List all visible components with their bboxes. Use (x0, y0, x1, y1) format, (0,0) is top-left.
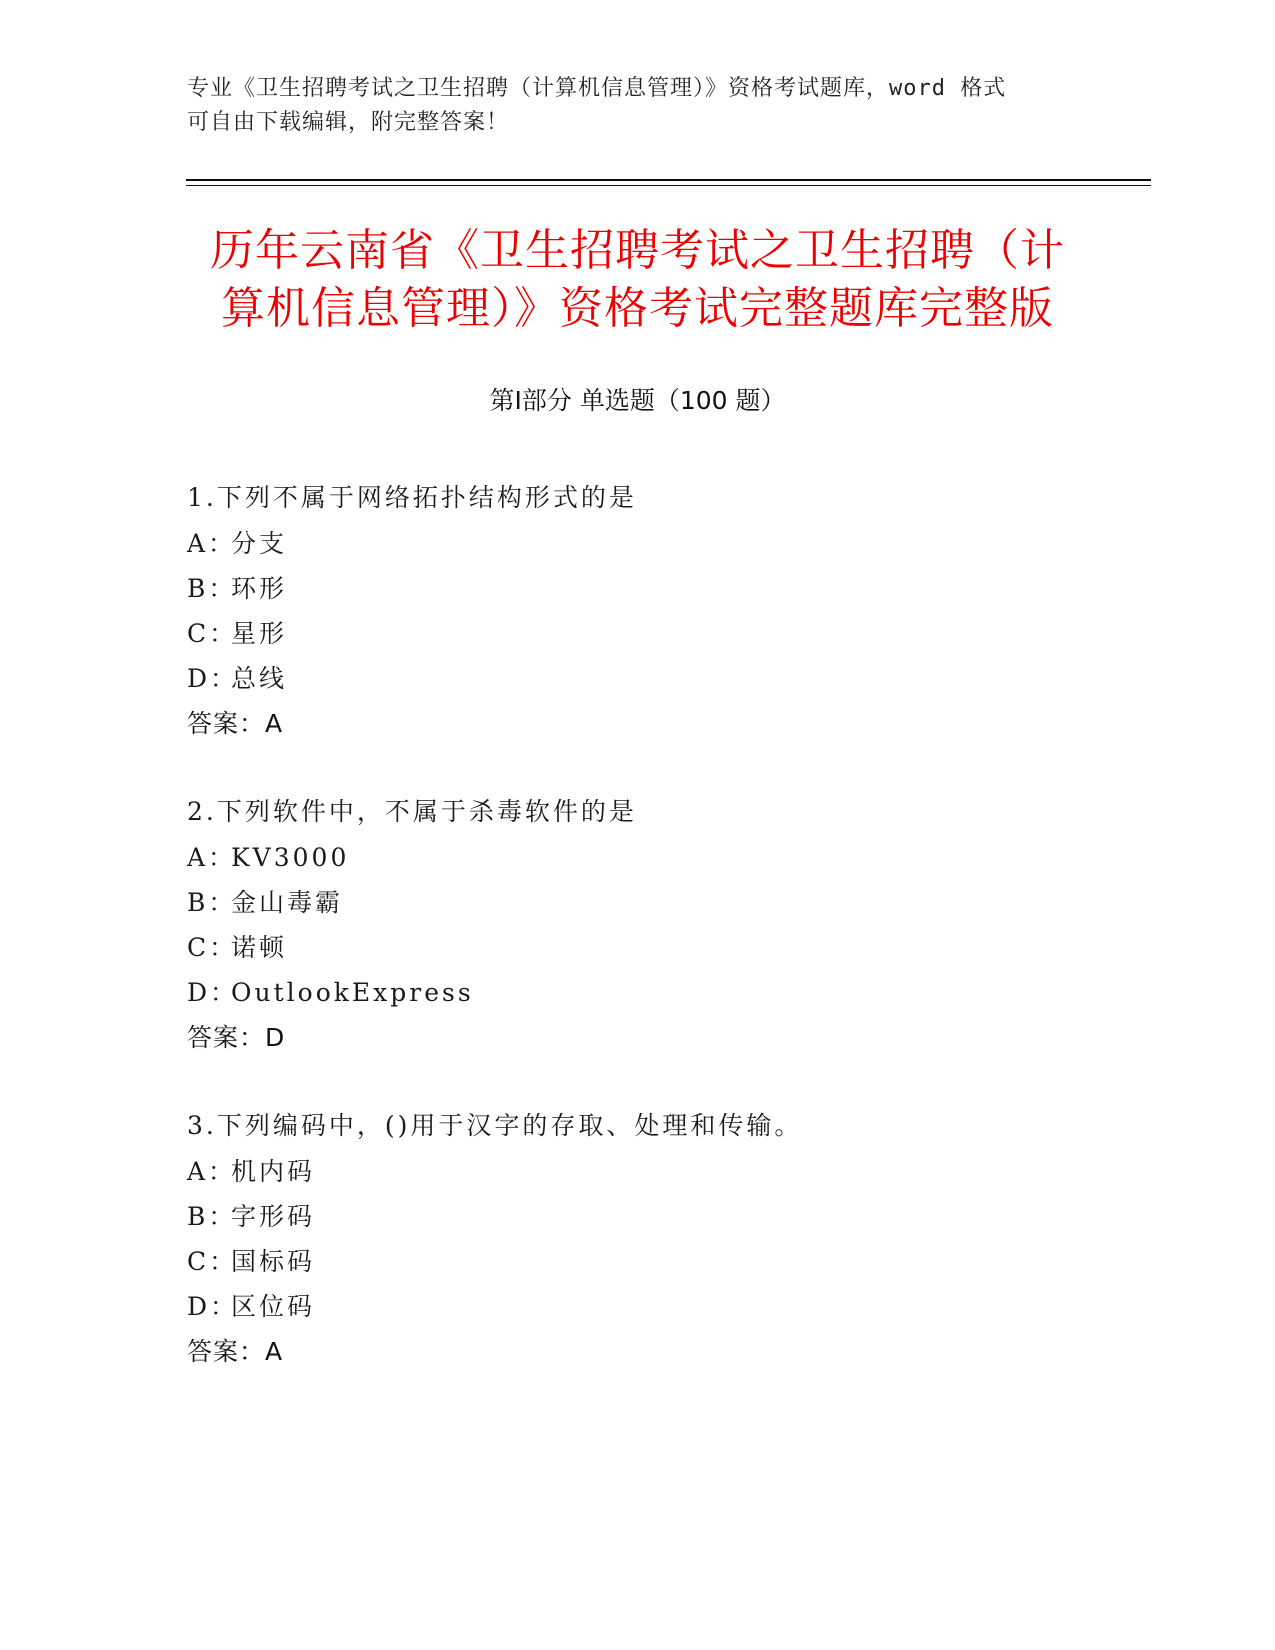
option-key: A： (187, 529, 237, 558)
option-text: 金山毒霸 (231, 888, 344, 917)
header-note-line-2: 可自由下载编辑，附完整答案！ (187, 110, 510, 135)
option-key: A： (187, 843, 237, 872)
option-d (187, 970, 1087, 1015)
document-title-line-1: 历年云南省《卫生招聘考试之卫生招聘（计 (210, 225, 1065, 276)
option-key: B： (187, 574, 237, 603)
option-d (187, 656, 1087, 701)
answer: 答案：A (187, 1337, 284, 1366)
section-heading: 第Ⅰ部分 单选题（100 题） (489, 386, 786, 415)
option-a (187, 835, 1087, 880)
question-stem: 2.下列软件中，不属于杀毒软件的是 (187, 797, 637, 826)
question-2 (187, 789, 1087, 1061)
option-d (187, 1284, 1087, 1329)
option-c (187, 925, 1087, 970)
option-key: C： (187, 933, 238, 962)
option-b (187, 880, 1087, 925)
option-key: D： (187, 978, 239, 1007)
header-divider-thin (186, 185, 1151, 186)
option-key: C： (187, 619, 238, 648)
option-c (187, 611, 1087, 656)
option-b (187, 1194, 1087, 1239)
option-text: OutlookExpress (231, 978, 474, 1007)
option-a (187, 521, 1087, 566)
option-text: 星形 (231, 619, 288, 648)
header-divider-thick (186, 179, 1151, 181)
document-title-line-2: 算机信息管理）》资格考试完整题库完整版 (221, 283, 1054, 334)
option-key: D： (187, 664, 239, 693)
option-a (187, 1149, 1087, 1194)
option-text: 区位码 (231, 1292, 316, 1321)
header-note-line-1: 专业《卫生招聘考试之卫生招聘（计算机信息管理）》资格考试题库，word 格式 (187, 76, 1007, 101)
option-text: KV3000 (231, 843, 350, 872)
option-key: D： (187, 1292, 239, 1321)
question-stem: 3.下列编码中，()用于汉字的存取、处理和传输。 (187, 1111, 803, 1140)
option-text: 国标码 (231, 1247, 316, 1276)
option-c (187, 1239, 1087, 1284)
answer: 答案：A (187, 709, 284, 738)
question-1 (187, 475, 1087, 747)
option-text: 字形码 (231, 1202, 316, 1231)
question-list (187, 475, 1087, 1417)
option-text: 分支 (231, 529, 288, 558)
option-b (187, 566, 1087, 611)
option-text: 诺顿 (231, 933, 288, 962)
option-key: B： (187, 888, 237, 917)
option-text: 机内码 (231, 1157, 316, 1186)
answer: 答案：D (187, 1023, 286, 1052)
option-key: A： (187, 1157, 237, 1186)
document-title (180, 222, 1095, 338)
option-key: C： (187, 1247, 238, 1276)
question-3 (187, 1103, 1087, 1375)
question-stem: 1.下列不属于网络拓扑结构形式的是 (187, 483, 637, 512)
option-text: 总线 (231, 664, 288, 693)
header-note (187, 72, 1067, 140)
option-key: B： (187, 1202, 237, 1231)
option-text: 环形 (231, 574, 288, 603)
